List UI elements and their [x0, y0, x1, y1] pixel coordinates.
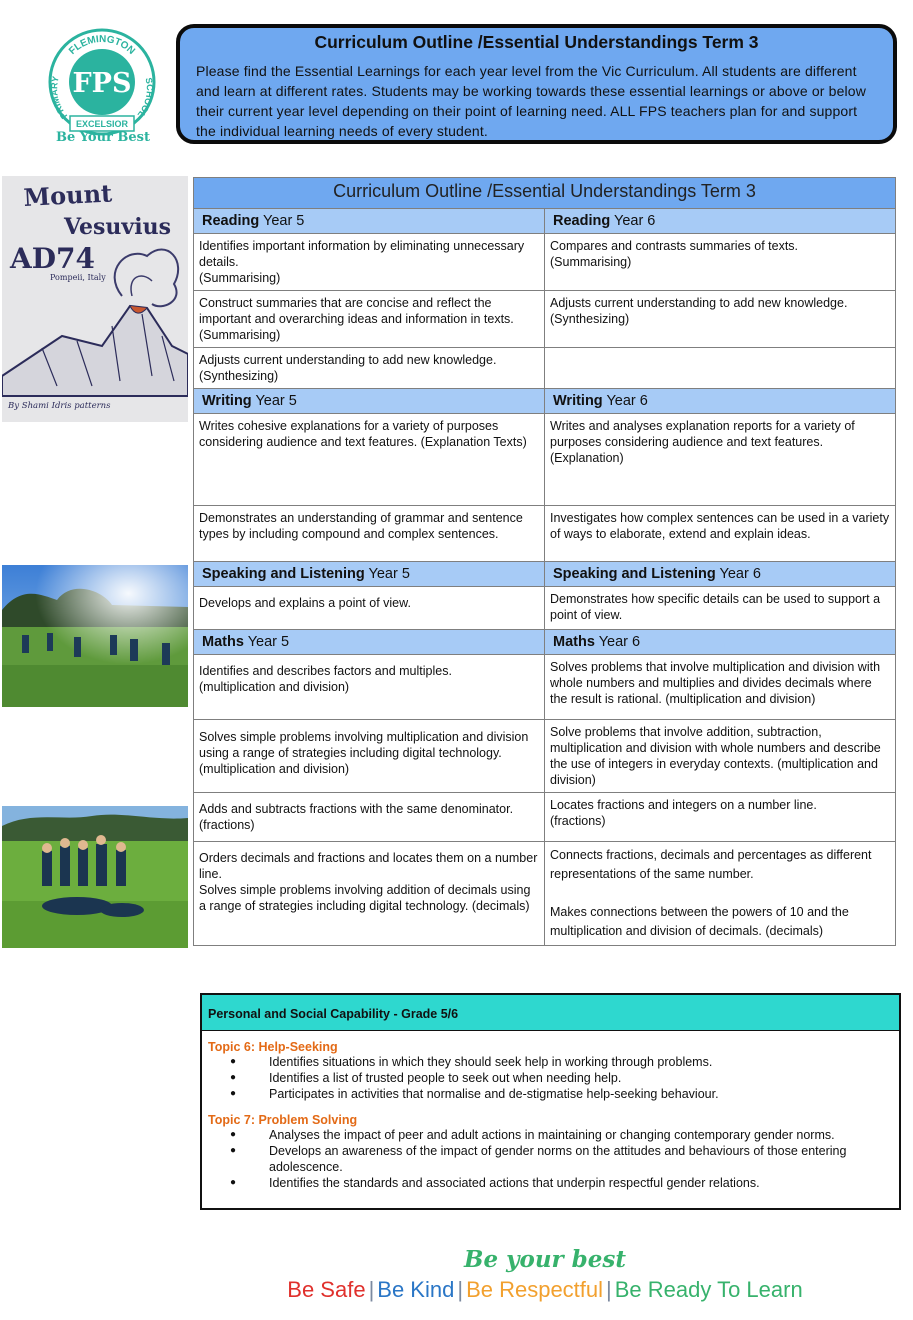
speaking-year5-header: Speaking and Listening Year 5: [194, 562, 545, 587]
writing-year6-header: Writing Year 6: [545, 389, 896, 414]
reading-year5-cell: Construct summaries that are concise and reflect the important and overarching ideas and information in texts. (Summarising): [194, 291, 545, 348]
intro-text: Please find the Essential Learnings for each year level from the Vic Curriculum. All students are different and learn at different rates. Students may be working towards these essential learnings or above or below their current year level depending on their point of learning need. ALL FPS teachers plan for and support the individual learning needs of every student.: [196, 63, 866, 139]
writing-header-row: [194, 389, 896, 414]
logo-monogram: FPS: [72, 68, 132, 99]
speaking-year5-cell: Develops and explains a point of view.: [194, 587, 545, 630]
vesuvius-artwork: [2, 176, 188, 422]
maths-header-row: [194, 630, 896, 655]
artwork-title-1: Mount: [22, 178, 113, 212]
artwork-place: Pompeii, Italy: [50, 273, 106, 282]
topic-title: Topic 6: Help-Seeking: [208, 1040, 338, 1054]
table-row: [194, 720, 896, 793]
table-row: [194, 414, 896, 506]
psc-heading: Personal and Social Capability - Grade 5/6: [202, 995, 899, 1031]
writing-year5-header: Writing Year 5: [194, 389, 545, 414]
value-separator: |: [606, 1277, 612, 1302]
reading-year5-cell: Identifies important information by eliminating unnecessary details. (Summarising): [194, 234, 545, 291]
logo-ring-right: SCHOOL: [135, 76, 155, 120]
list-item: ● Identifies a list of trusted people to seek out when needing help.: [208, 1070, 893, 1086]
school-values: [0, 1277, 913, 1303]
list-item: ● Identifies situations in which they should seek help in working through problems.: [208, 1054, 893, 1070]
speaking-year6-cell: Demonstrates how specific details can be used to support a point of view.: [545, 587, 896, 630]
reading-year6-cell: Adjusts current understanding to add new knowledge. (Synthesizing): [545, 291, 896, 348]
topic-list: [208, 1054, 893, 1102]
school-logo: [46, 26, 158, 146]
list-item: ● Analyses the impact of peer and adult actions in maintaining or changing contemporary gender norms.: [208, 1127, 893, 1143]
table-row: [194, 842, 896, 946]
writing-year6-cell: Writes and analyses explanation reports for a variety of purposes considering audience and text features. (Explanation): [545, 414, 896, 506]
writing-year6-cell: Investigates how complex sentences can be used in a variety of ways to elaborate, extend and explain ideas.: [545, 506, 896, 562]
list-item: ● Develops an awareness of the impact of gender norms on the attitudes and behaviours of those entering adolescence.: [208, 1143, 893, 1175]
table-row: [194, 506, 896, 562]
psc-body: [202, 1031, 899, 1208]
topic-title: Topic 7: Problem Solving: [208, 1113, 358, 1127]
value-be-respectful: Be Respectful: [466, 1277, 604, 1302]
writing-year5-cell: Writes cohesive explanations for a variety of purposes considering audience and text features. (Explanation Texts): [194, 414, 545, 506]
value-separator: |: [368, 1277, 375, 1302]
speaking-header-row: [194, 562, 896, 587]
logo-ring-top: FLEMINGTON: [67, 33, 137, 57]
reading-year5-header: Reading Year 5: [194, 209, 545, 234]
maths-year5-cell: Solves simple problems involving multiplication and division using a range of strategies including digital technology. (multiplication and division): [194, 720, 545, 793]
intro-box: [176, 24, 897, 144]
table-row: [194, 348, 896, 389]
value-be-kind: Be Kind: [377, 1277, 455, 1302]
table-row: [194, 587, 896, 630]
maths-year5-header: Maths Year 5: [194, 630, 545, 655]
list-item: ● Identifies the standards and associated actions that underpin respectful gender relations.: [208, 1175, 893, 1191]
table-row: [194, 655, 896, 720]
maths-year5-cell: Identifies and describes factors and multiples. (multiplication and division): [194, 655, 545, 720]
students-running-photo: [2, 565, 188, 707]
maths-year5-cell: Orders decimals and fractions and locates them on a number line. Solves simple problems involving addition of decimals using a range of strategies including digital technology. (decimals): [194, 842, 545, 946]
artwork-title-2: Vesuvius: [64, 214, 171, 240]
topic-list: [208, 1127, 893, 1191]
reading-year6-header: Reading Year 6: [545, 209, 896, 234]
intro-title: Curriculum Outline /Essential Understandings Term 3: [314, 32, 759, 52]
students-group-photo: [2, 806, 188, 948]
school-motto: Be your best: [464, 1246, 626, 1273]
personal-social-capability-box: [200, 993, 901, 1210]
reading-year6-cell: [545, 348, 896, 389]
logo-tagline: Be Your Best: [55, 130, 150, 145]
maths-year6-header: Maths Year 6: [545, 630, 896, 655]
reading-year6-cell: Compares and contrasts summaries of texts. (Summarising): [545, 234, 896, 291]
table-row: [194, 234, 896, 291]
value-be-ready-to-learn: Be Ready To Learn: [614, 1277, 803, 1302]
maths-year5-cell: Adds and subtracts fractions with the same denominator. (fractions): [194, 793, 545, 842]
logo-ring-left: PRIMARY: [49, 75, 70, 121]
table-row: [194, 793, 896, 842]
maths-year6-cell: Solves problems that involve multiplication and division with whole numbers and multiplies and divides decimals where the result is rational. (multiplication and division): [545, 655, 896, 720]
writing-year5-cell: Demonstrates an understanding of grammar and sentence types by including compound and complex sentences.: [194, 506, 545, 562]
artwork-title-3: AD74: [10, 242, 95, 275]
curriculum-table: [193, 177, 896, 946]
table-row: [194, 291, 896, 348]
value-separator: |: [457, 1277, 464, 1302]
maths-year6-cell: Connects fractions, decimals and percentages as different representations of the same number. Makes connections between the powers of 10 and the multiplication and division of decimals. (decimals): [545, 842, 896, 946]
table-title: Curriculum Outline /Essential Understandings Term 3: [194, 178, 896, 209]
list-item: ● Participates in activities that normalise and de-stigmatise help-seeking behaviour.: [208, 1086, 893, 1102]
value-be-safe: Be Safe: [287, 1277, 366, 1302]
speaking-year6-header: Speaking and Listening Year 6: [545, 562, 896, 587]
reading-header-row: [194, 209, 896, 234]
reading-year5-cell: Adjusts current understanding to add new knowledge. (Synthesizing): [194, 348, 545, 389]
maths-year6-cell: Solve problems that involve addition, subtraction, multiplication and division with whole numbers and describe the use of integers in everyday contexts. (multiplication and division): [545, 720, 896, 793]
logo-banner: EXCELSIOR: [75, 119, 129, 129]
maths-year6-cell: Locates fractions and integers on a number line. (fractions): [545, 793, 896, 842]
artwork-signature: By Shami Idris patterns: [8, 401, 111, 411]
